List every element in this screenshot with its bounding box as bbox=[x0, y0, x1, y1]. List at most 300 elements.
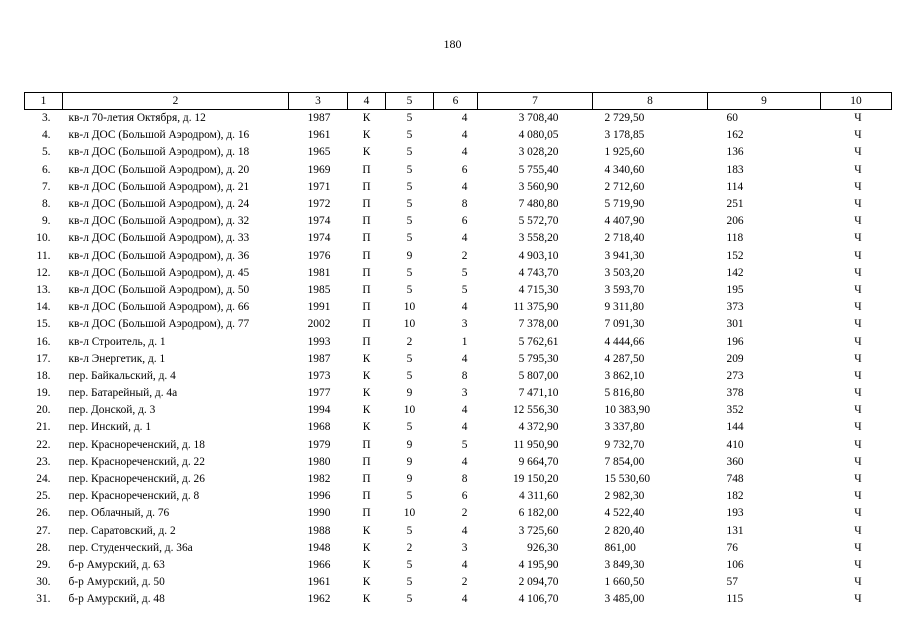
ownership-type-cell: Ч bbox=[854, 232, 862, 245]
address-cell: кв-л ДОС (Большой Аэродром), д. 33 bbox=[68, 232, 250, 245]
living-area-cell: 4 444,66 bbox=[604, 335, 645, 348]
address-cell: кв-л Строитель, д. 1 bbox=[68, 335, 166, 348]
wall-material-cell: П bbox=[362, 266, 371, 279]
entrances-cell: 4 bbox=[461, 524, 468, 537]
page-number: 180 bbox=[443, 37, 462, 51]
ownership-type-cell: Ч bbox=[854, 421, 862, 434]
ownership-type-cell: Ч bbox=[854, 352, 862, 365]
wall-material-cell: П bbox=[362, 180, 371, 193]
table-row bbox=[25, 419, 892, 436]
total-area-cell: 5 807,00 bbox=[518, 369, 559, 382]
residents-cell: 195 bbox=[726, 283, 744, 296]
row-number-cell: 7. bbox=[41, 180, 51, 193]
total-area-cell: 7 471,10 bbox=[518, 387, 559, 400]
entrances-cell: 5 bbox=[461, 266, 468, 279]
address-cell: б-р Амурский, д. 50 bbox=[68, 576, 165, 589]
ownership-type-cell: Ч bbox=[854, 180, 862, 193]
ownership-type-cell: Ч bbox=[854, 404, 862, 417]
residents-cell: 273 bbox=[726, 369, 744, 382]
table-row bbox=[25, 333, 892, 350]
table-row bbox=[25, 299, 892, 316]
row-number-cell: 8. bbox=[41, 198, 51, 211]
table-row bbox=[25, 437, 892, 454]
entrances-cell: 4 bbox=[461, 593, 468, 606]
row-number-cell: 24. bbox=[36, 473, 51, 486]
ownership-type-cell: Ч bbox=[854, 369, 862, 382]
living-area-cell: 15 530,60 bbox=[604, 473, 651, 486]
entrances-cell: 6 bbox=[461, 490, 468, 503]
living-area-cell: 3 485,00 bbox=[604, 593, 645, 606]
floors-cell: 9 bbox=[406, 387, 413, 400]
address-cell: пер. Саратовский, д. 2 bbox=[68, 524, 176, 537]
total-area-cell: 4 195,90 bbox=[518, 558, 559, 571]
address-cell: кв-л ДОС (Большой Аэродром), д. 36 bbox=[68, 249, 250, 262]
total-area-cell: 7 378,00 bbox=[518, 318, 559, 331]
row-number-cell: 28. bbox=[36, 541, 51, 554]
entrances-cell: 2 bbox=[461, 249, 468, 262]
floors-cell: 10 bbox=[403, 404, 416, 417]
living-area-cell: 2 718,40 bbox=[604, 232, 645, 245]
floors-cell: 5 bbox=[406, 593, 413, 606]
year-built-cell: 1985 bbox=[307, 283, 331, 296]
year-built-cell: 1994 bbox=[307, 404, 331, 417]
residents-cell: 118 bbox=[726, 232, 744, 245]
floors-cell: 5 bbox=[406, 112, 413, 125]
address-cell: кв-л ДОС (Большой Аэродром), д. 21 bbox=[68, 180, 250, 193]
living-area-cell: 861,00 bbox=[604, 541, 636, 554]
table-row bbox=[25, 368, 892, 385]
floors-cell: 10 bbox=[403, 301, 416, 314]
wall-material-cell: К bbox=[362, 146, 371, 159]
residents-cell: 301 bbox=[726, 318, 744, 331]
table-row bbox=[25, 144, 892, 161]
table-row bbox=[25, 454, 892, 471]
entrances-cell: 4 bbox=[461, 180, 468, 193]
row-number-cell: 4. bbox=[41, 129, 51, 142]
floors-cell: 5 bbox=[406, 232, 413, 245]
address-cell: пер. Облачный, д. 76 bbox=[68, 507, 170, 520]
total-area-cell: 11 375,90 bbox=[513, 301, 559, 314]
column-header-8: 8 bbox=[593, 93, 708, 110]
floors-cell: 5 bbox=[406, 266, 413, 279]
address-cell: кв-л ДОС (Большой Аэродром), д. 18 bbox=[68, 146, 250, 159]
residents-cell: 60 bbox=[726, 112, 738, 125]
year-built-cell: 1988 bbox=[307, 524, 331, 537]
floors-cell: 5 bbox=[406, 215, 413, 228]
living-area-cell: 1 660,50 bbox=[604, 576, 645, 589]
living-area-cell: 2 712,60 bbox=[604, 180, 645, 193]
total-area-cell: 3 028,20 bbox=[518, 146, 559, 159]
residents-cell: 136 bbox=[726, 146, 744, 159]
residents-cell: 196 bbox=[726, 335, 744, 348]
residents-cell: 152 bbox=[726, 249, 744, 262]
wall-material-cell: К bbox=[362, 369, 371, 382]
year-built-cell: 1987 bbox=[307, 112, 331, 125]
entrances-cell: 8 bbox=[461, 473, 468, 486]
total-area-cell: 4 372,90 bbox=[518, 421, 559, 434]
residents-cell: 206 bbox=[726, 215, 744, 228]
residents-cell: 352 bbox=[726, 404, 744, 417]
total-area-cell: 5 755,40 bbox=[518, 163, 559, 176]
living-area-cell: 10 383,90 bbox=[604, 404, 651, 417]
row-number-cell: 30. bbox=[36, 576, 51, 589]
table-row bbox=[25, 523, 892, 540]
table-row bbox=[25, 110, 892, 128]
total-area-cell: 12 556,30 bbox=[512, 404, 559, 417]
address-cell: пер. Байкальский, д. 4 bbox=[68, 369, 176, 382]
residents-cell: 57 bbox=[726, 576, 738, 589]
table-row bbox=[25, 282, 892, 299]
total-area-cell: 3 708,40 bbox=[518, 112, 559, 125]
entrances-cell: 2 bbox=[461, 507, 468, 520]
entrances-cell: 4 bbox=[461, 146, 468, 159]
wall-material-cell: П bbox=[362, 507, 371, 520]
ownership-type-cell: Ч bbox=[854, 387, 862, 400]
wall-material-cell: П bbox=[362, 490, 371, 503]
residents-cell: 114 bbox=[726, 180, 744, 193]
living-area-cell: 4 522,40 bbox=[604, 507, 645, 520]
floors-cell: 10 bbox=[403, 507, 416, 520]
address-cell: пер. Краснореченский, д. 18 bbox=[68, 438, 205, 451]
residents-cell: 131 bbox=[726, 524, 744, 537]
floors-cell: 5 bbox=[406, 576, 413, 589]
floors-cell: 9 bbox=[406, 249, 413, 262]
table-row bbox=[25, 248, 892, 265]
total-area-cell: 9 664,70 bbox=[518, 455, 559, 468]
address-cell: кв-л ДОС (Большой Аэродром), д. 16 bbox=[68, 129, 250, 142]
column-header-9: 9 bbox=[708, 93, 821, 110]
entrances-cell: 8 bbox=[461, 369, 468, 382]
year-built-cell: 1987 bbox=[307, 352, 331, 365]
total-area-cell: 7 480,80 bbox=[518, 198, 559, 211]
living-area-cell: 3 337,80 bbox=[604, 421, 645, 434]
row-number-cell: 19. bbox=[36, 387, 51, 400]
row-number-cell: 16. bbox=[36, 335, 51, 348]
ownership-type-cell: Ч bbox=[854, 112, 862, 125]
row-number-cell: 10. bbox=[36, 232, 51, 245]
row-number-cell: 25. bbox=[36, 490, 51, 503]
residents-cell: 182 bbox=[726, 490, 744, 503]
year-built-cell: 1961 bbox=[307, 576, 331, 589]
row-number-cell: 5. bbox=[41, 146, 51, 159]
floors-cell: 5 bbox=[406, 369, 413, 382]
total-area-cell: 19 150,20 bbox=[512, 473, 559, 486]
column-header-10: 10 bbox=[821, 93, 892, 110]
total-area-cell: 5 795,30 bbox=[518, 352, 559, 365]
ownership-type-cell: Ч bbox=[854, 318, 862, 331]
table-row bbox=[25, 557, 892, 574]
row-number-cell: 18. bbox=[36, 369, 51, 382]
residents-cell: 378 bbox=[726, 387, 744, 400]
wall-material-cell: П bbox=[362, 249, 371, 262]
wall-material-cell: П bbox=[362, 215, 371, 228]
living-area-cell: 3 941,30 bbox=[604, 249, 645, 262]
year-built-cell: 2002 bbox=[307, 318, 331, 331]
entrances-cell: 6 bbox=[461, 215, 468, 228]
living-area-cell: 4 407,90 bbox=[604, 215, 645, 228]
table-row bbox=[25, 179, 892, 196]
ownership-type-cell: Ч bbox=[854, 198, 862, 211]
year-built-cell: 1981 bbox=[307, 266, 331, 279]
table-row bbox=[25, 265, 892, 282]
entrances-cell: 5 bbox=[461, 283, 468, 296]
year-built-cell: 1977 bbox=[307, 387, 331, 400]
ownership-type-cell: Ч bbox=[854, 163, 862, 176]
address-cell: кв-л ДОС (Большой Аэродром), д. 20 bbox=[68, 163, 250, 176]
row-number-cell: 31. bbox=[36, 593, 51, 606]
year-built-cell: 1966 bbox=[307, 558, 331, 571]
wall-material-cell: К bbox=[362, 129, 371, 142]
row-number-cell: 29. bbox=[36, 558, 51, 571]
ownership-type-cell: Ч bbox=[854, 438, 862, 451]
residents-cell: 76 bbox=[726, 541, 738, 554]
wall-material-cell: К bbox=[362, 404, 371, 417]
column-header-1: 1 bbox=[25, 93, 63, 110]
table-row bbox=[25, 591, 892, 608]
floors-cell: 5 bbox=[406, 180, 413, 193]
housing-registry-table bbox=[24, 92, 892, 608]
total-area-cell: 4 903,10 bbox=[518, 249, 559, 262]
living-area-cell: 7 091,30 bbox=[604, 318, 645, 331]
total-area-cell: 5 762,61 bbox=[518, 335, 559, 348]
living-area-cell: 7 854,00 bbox=[604, 455, 645, 468]
row-number-cell: 14. bbox=[36, 301, 51, 314]
header-row bbox=[25, 93, 892, 110]
ownership-type-cell: Ч bbox=[854, 215, 862, 228]
total-area-cell: 6 182,00 bbox=[518, 507, 559, 520]
wall-material-cell: П bbox=[362, 455, 371, 468]
floors-cell: 2 bbox=[406, 335, 413, 348]
table-header bbox=[25, 93, 892, 110]
entrances-cell: 4 bbox=[461, 232, 468, 245]
entrances-cell: 4 bbox=[461, 112, 468, 125]
residents-cell: 360 bbox=[726, 455, 744, 468]
year-built-cell: 1996 bbox=[307, 490, 331, 503]
column-header-6: 6 bbox=[434, 93, 478, 110]
ownership-type-cell: Ч bbox=[854, 507, 862, 520]
row-number-cell: 22. bbox=[36, 438, 51, 451]
living-area-cell: 3 862,10 bbox=[604, 369, 645, 382]
total-area-cell: 3 725,60 bbox=[518, 524, 559, 537]
floors-cell: 5 bbox=[406, 558, 413, 571]
total-area-cell: 4 080,05 bbox=[518, 129, 559, 142]
floors-cell: 9 bbox=[406, 438, 413, 451]
table-row bbox=[25, 196, 892, 213]
wall-material-cell: К bbox=[362, 112, 371, 125]
living-area-cell: 2 729,50 bbox=[604, 112, 645, 125]
living-area-cell: 9 732,70 bbox=[604, 438, 645, 451]
living-area-cell: 9 311,80 bbox=[604, 301, 644, 314]
ownership-type-cell: Ч bbox=[854, 455, 862, 468]
wall-material-cell: К bbox=[362, 524, 371, 537]
ownership-type-cell: Ч bbox=[854, 473, 862, 486]
year-built-cell: 1971 bbox=[307, 180, 331, 193]
table-row bbox=[25, 574, 892, 591]
ownership-type-cell: Ч bbox=[854, 524, 862, 537]
living-area-cell: 3 178,85 bbox=[604, 129, 645, 142]
row-number-cell: 13. bbox=[36, 283, 51, 296]
row-number-cell: 21. bbox=[36, 421, 51, 434]
row-number-cell: 27. bbox=[36, 524, 51, 537]
wall-material-cell: К bbox=[362, 558, 371, 571]
total-area-cell: 3 560,90 bbox=[518, 180, 559, 193]
ownership-type-cell: Ч bbox=[854, 576, 862, 589]
floors-cell: 9 bbox=[406, 473, 413, 486]
residents-cell: 142 bbox=[726, 266, 744, 279]
ownership-type-cell: Ч bbox=[854, 301, 862, 314]
table-row bbox=[25, 162, 892, 179]
living-area-cell: 2 982,30 bbox=[604, 490, 645, 503]
living-area-cell: 5 719,90 bbox=[604, 198, 645, 211]
wall-material-cell: П bbox=[362, 232, 371, 245]
entrances-cell: 2 bbox=[461, 576, 468, 589]
row-number-cell: 3. bbox=[41, 112, 51, 125]
wall-material-cell: К bbox=[362, 576, 371, 589]
entrances-cell: 6 bbox=[461, 163, 468, 176]
table-row bbox=[25, 213, 892, 230]
living-area-cell: 3 503,20 bbox=[604, 266, 645, 279]
ownership-type-cell: Ч bbox=[854, 541, 862, 554]
year-built-cell: 1991 bbox=[307, 301, 331, 314]
ownership-type-cell: Ч bbox=[854, 129, 862, 142]
row-number-cell: 26. bbox=[36, 507, 51, 520]
address-cell: пер. Инский, д. 1 bbox=[68, 421, 152, 434]
wall-material-cell: К bbox=[362, 541, 371, 554]
address-cell: пер. Краснореченский, д. 22 bbox=[68, 455, 205, 468]
address-cell: пер. Донской, д. 3 bbox=[68, 404, 156, 417]
year-built-cell: 1965 bbox=[307, 146, 331, 159]
living-area-cell: 5 816,80 bbox=[604, 387, 645, 400]
column-header-7: 7 bbox=[478, 93, 593, 110]
address-cell: пер. Студенческий, д. 36а bbox=[68, 541, 193, 554]
row-number-cell: 11. bbox=[36, 249, 51, 262]
wall-material-cell: К bbox=[362, 387, 371, 400]
address-cell: пер. Краснореченский, д. 8 bbox=[68, 490, 200, 503]
floors-cell: 10 bbox=[403, 318, 416, 331]
address-cell: кв-л ДОС (Большой Аэродром), д. 50 bbox=[68, 283, 250, 296]
year-built-cell: 1948 bbox=[307, 541, 331, 554]
year-built-cell: 1979 bbox=[307, 438, 331, 451]
total-area-cell: 926,30 bbox=[527, 541, 559, 554]
entrances-cell: 5 bbox=[461, 438, 468, 451]
row-number-cell: 12. bbox=[36, 266, 51, 279]
wall-material-cell: П bbox=[362, 335, 371, 348]
total-area-cell: 4 715,30 bbox=[518, 283, 559, 296]
residents-cell: 373 bbox=[726, 301, 744, 314]
column-header-2: 2 bbox=[63, 93, 289, 110]
entrances-cell: 4 bbox=[461, 558, 468, 571]
entrances-cell: 1 bbox=[461, 335, 468, 348]
column-header-4: 4 bbox=[348, 93, 386, 110]
entrances-cell: 4 bbox=[461, 301, 468, 314]
residents-cell: 144 bbox=[726, 421, 744, 434]
floors-cell: 5 bbox=[406, 421, 413, 434]
ownership-type-cell: Ч bbox=[854, 558, 862, 571]
entrances-cell: 4 bbox=[461, 421, 468, 434]
table-row bbox=[25, 385, 892, 402]
wall-material-cell: К bbox=[362, 421, 371, 434]
entrances-cell: 3 bbox=[461, 387, 468, 400]
wall-material-cell: К bbox=[362, 593, 371, 606]
total-area-cell: 2 094,70 bbox=[518, 576, 559, 589]
floors-cell: 5 bbox=[406, 163, 413, 176]
column-header-5: 5 bbox=[386, 93, 434, 110]
row-number-cell: 20. bbox=[36, 404, 51, 417]
living-area-cell: 4 287,50 bbox=[604, 352, 645, 365]
row-number-cell: 23. bbox=[36, 455, 51, 468]
entrances-cell: 4 bbox=[461, 455, 468, 468]
table-row bbox=[25, 316, 892, 333]
table-row bbox=[25, 471, 892, 488]
entrances-cell: 4 bbox=[461, 129, 468, 142]
entrances-cell: 3 bbox=[461, 541, 468, 554]
living-area-cell: 3 849,30 bbox=[604, 558, 645, 571]
year-built-cell: 1972 bbox=[307, 198, 331, 211]
table-body bbox=[25, 110, 892, 609]
total-area-cell: 4 743,70 bbox=[518, 266, 559, 279]
residents-cell: 251 bbox=[726, 198, 744, 211]
floors-cell: 5 bbox=[406, 283, 413, 296]
row-number-cell: 17. bbox=[36, 352, 51, 365]
ownership-type-cell: Ч bbox=[854, 283, 862, 296]
living-area-cell: 3 593,70 bbox=[604, 283, 645, 296]
entrances-cell: 4 bbox=[461, 404, 468, 417]
column-header-3: 3 bbox=[289, 93, 348, 110]
table-row bbox=[25, 488, 892, 505]
living-area-cell: 2 820,40 bbox=[604, 524, 645, 537]
floors-cell: 2 bbox=[406, 541, 413, 554]
wall-material-cell: П bbox=[362, 473, 371, 486]
wall-material-cell: П bbox=[362, 301, 371, 314]
wall-material-cell: К bbox=[362, 352, 371, 365]
row-number-cell: 9. bbox=[41, 215, 51, 228]
wall-material-cell: П bbox=[362, 438, 371, 451]
ownership-type-cell: Ч bbox=[854, 249, 862, 262]
floors-cell: 5 bbox=[406, 490, 413, 503]
address-cell: пер. Батарейный, д. 4а bbox=[68, 387, 178, 400]
total-area-cell: 4 311,60 bbox=[519, 490, 559, 503]
residents-cell: 209 bbox=[726, 352, 744, 365]
year-built-cell: 1973 bbox=[307, 369, 331, 382]
ownership-type-cell: Ч bbox=[854, 593, 862, 606]
table-row bbox=[25, 540, 892, 557]
address-cell: пер. Краснореченский, д. 26 bbox=[68, 473, 205, 486]
year-built-cell: 1990 bbox=[307, 507, 331, 520]
ownership-type-cell: Ч bbox=[854, 335, 862, 348]
entrances-cell: 4 bbox=[461, 352, 468, 365]
residents-cell: 410 bbox=[726, 438, 744, 451]
entrances-cell: 3 bbox=[461, 318, 468, 331]
year-built-cell: 1980 bbox=[307, 455, 331, 468]
row-number-cell: 15. bbox=[36, 318, 51, 331]
floors-cell: 5 bbox=[406, 352, 413, 365]
floors-cell: 9 bbox=[406, 455, 413, 468]
wall-material-cell: П bbox=[362, 198, 371, 211]
entrances-cell: 8 bbox=[461, 198, 468, 211]
living-area-cell: 4 340,60 bbox=[604, 163, 645, 176]
total-area-cell: 4 106,70 bbox=[518, 593, 559, 606]
floors-cell: 5 bbox=[406, 129, 413, 142]
address-cell: кв-л ДОС (Большой Аэродром), д. 32 bbox=[68, 215, 250, 228]
floors-cell: 5 bbox=[406, 524, 413, 537]
year-built-cell: 1968 bbox=[307, 421, 331, 434]
ownership-type-cell: Ч bbox=[854, 490, 862, 503]
wall-material-cell: П bbox=[362, 318, 371, 331]
residents-cell: 183 bbox=[726, 163, 744, 176]
table-row bbox=[25, 127, 892, 144]
row-number-cell: 6. bbox=[41, 163, 51, 176]
year-built-cell: 1974 bbox=[307, 232, 331, 245]
